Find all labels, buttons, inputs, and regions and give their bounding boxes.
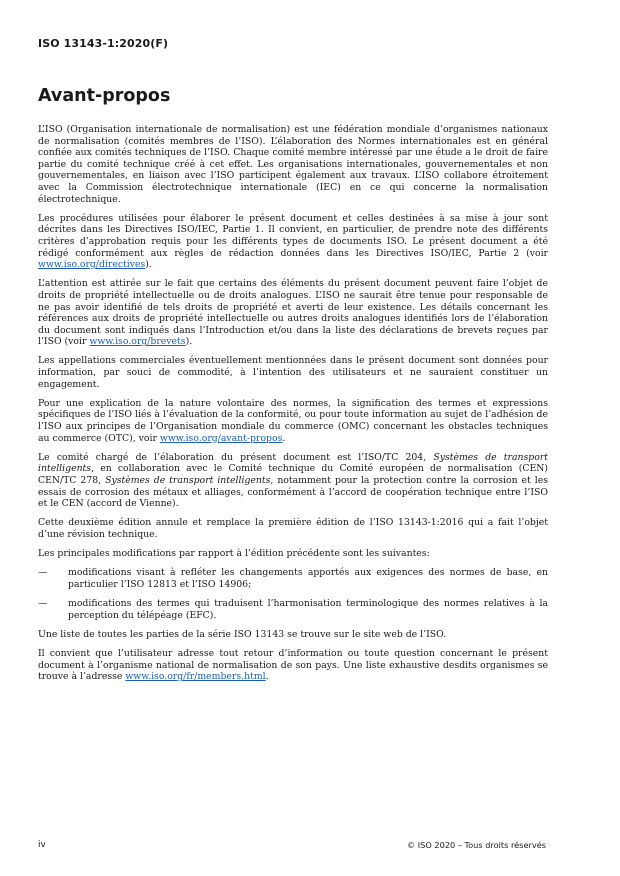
directives-link[interactable]: www.iso.org/directives	[38, 259, 146, 271]
patents-link[interactable]: www.iso.org/brevets	[89, 336, 186, 348]
changes-list	[38, 567, 548, 621]
paragraph-edition: Cette deuxième édition annule et remplace la première édition de l’ISO 13143-1:2016 qui a fait l’objet d’une révision technique.	[38, 517, 548, 540]
paragraph-voluntary-nature	[38, 398, 548, 444]
members-link[interactable]: www.iso.org/fr/members.html	[125, 671, 266, 683]
paragraph-text: , en collaboration avec le Comité technique du Comité européen de normalisation (CEN) CEN/TC 278,	[38, 463, 548, 486]
paragraph-text: Il convient que l’utilisateur adresse tout retour d’information ou toute question concernant le présent document à l’organisme national de normalisation de son pays. Une liste exhaustive desdits organismes se trouve à l’adresse	[38, 648, 548, 683]
committee-title-italic: Systèmes de transport intelligents	[38, 451, 548, 475]
paragraph-text: Les procédures utilisées pour élaborer le présent document et celles destinées à sa mise à jour sont décrites dans les Directives ISO/IEC, Partie 1. Il convient, en particulier, de prendre note des différents critères d’approbation requis pour les différents types de documents ISO. Le présent document a été rédigé conformément aux règles de rédaction données dans les Directives ISO/IEC, Partie 2 (voir	[38, 212, 548, 259]
paragraph-text: ).	[185, 336, 193, 348]
paragraph-committee	[38, 452, 548, 510]
paragraph-text: , notamment pour la protection contre la corrosion et les essais de corrosion des métaux et alliages, conformément à l’accord de coopération technique entre l’ISO et le CEN (accord de Vienne).	[38, 475, 548, 510]
paragraph-text: .	[282, 432, 286, 444]
paragraph-text: L’attention est attirée sur le fait que certains des éléments du présent document peuvent faire l’objet de droits de propriété intellectuelle ou de droits analogues. L’ISO ne saurait être tenue pour responsable de ne pas avoir identifié de tels droits de propriété et averti de leur existence. Les détails concernant les références aux droits de propriété intellectuelle ou autres droits analogues identifiés lors de l’élaboration du document sont indiqués dans l’Introduction et/ou dans la liste des déclarations de brevets reçues par l’ISO (voir	[38, 278, 548, 348]
paragraph-text: Pour une explication de la nature volontaire des normes, la signification des termes et expressions spécifiques de l’ISO liés à l’évaluation de la conformité, ou pour toute information au sujet de l’adhésion de l’ISO aux principes de l’Organisation mondiale du commerce (OMC) concernant les obstacles techniques au commerce (OTC), voir	[38, 397, 548, 444]
committee-title-italic: Systèmes de transport intelligents	[105, 475, 271, 486]
page-title: Avant-propos	[38, 86, 171, 106]
paragraph-trade-names: Les appellations commerciales éventuellement mentionnées dans le présent document sont données pour information, par souci de commodité, à l’intention des utilisateurs et ne sauraient constituer un engagement.	[38, 355, 548, 390]
paragraph-patents	[38, 278, 548, 348]
list-item-text: modifications visant à refléter les changements apportés aux exigences des normes de base, en particulier l’ISO 12813 et l’ISO 14906;	[68, 567, 548, 590]
paragraph-feedback	[38, 648, 548, 683]
paragraph-text: ).	[145, 259, 152, 271]
foreword-link[interactable]: www.iso.org/avant-propos	[159, 432, 283, 444]
copyright-notice: © ISO 2020 – Tous droits réservés	[406, 840, 546, 850]
paragraph-procedures	[38, 213, 548, 271]
paragraph-iso-organisation: L’ISO (Organisation internationale de normalisation) est une fédération mondiale d’organismes nationaux de normalisation (comités membres de l’ISO). L’élaboration des Normes internationales est en général confiée aux comités techniques de l’ISO. Chaque comité membre intéressé par une étude a le droit de faire partie du comité technique créé à cet effet. Les organisations internationales, gouvernementales et non gouvernementales, en liaison avec l’ISO participent également aux travaux. L’ISO collabore étroitement avec la Commission électrotechnique internationale (IEC) en ce qui concerne la normalisation électrotechnique.	[38, 124, 548, 205]
paragraph-text: Le comité chargé de l’élaboration du présent document est l’ISO/TC 204,	[38, 451, 434, 463]
list-item-text: modifications des termes qui traduisent l’harmonisation terminologique des normes relatives à la perception du télépéage (EFC).	[68, 598, 548, 621]
paragraph-main-changes: Les principales modifications par rapport à l’édition précédente sont les suivantes:	[38, 548, 430, 560]
paragraph-series-parts: Une liste de toutes les parties de la série ISO 13143 se trouve sur le site web de l’ISO.	[38, 628, 447, 640]
document-body	[38, 124, 548, 690]
document-id-header: ISO 13143-1:2020(F)	[38, 37, 169, 50]
page-number: iv	[38, 840, 46, 850]
paragraph-text: .	[265, 671, 269, 683]
list-item	[38, 598, 548, 621]
dash-bullet: —	[38, 598, 48, 610]
list-item	[38, 567, 548, 590]
dash-bullet: —	[38, 567, 48, 579]
